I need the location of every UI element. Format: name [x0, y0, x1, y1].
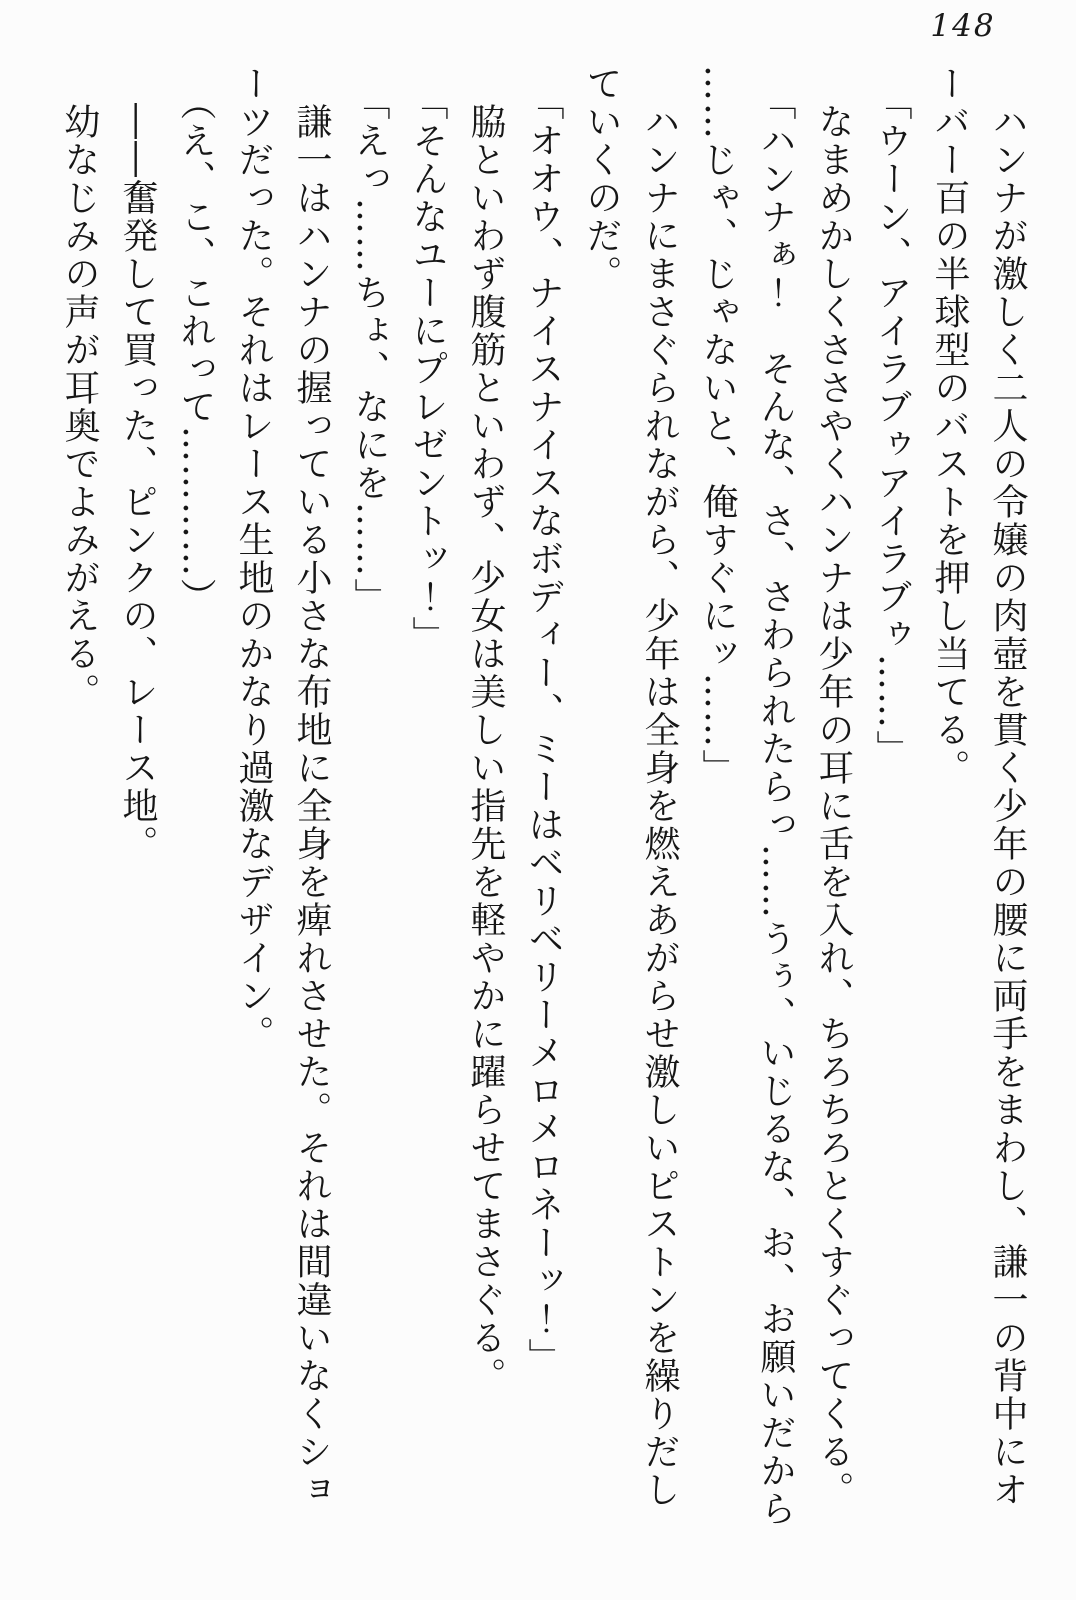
- text-line: 「オオウ、ナイスナイスなボディー、ミーはベリベリーメロメロネーッ！」: [523, 84, 564, 1376]
- text-line: なまめかしくささやくハンナは少年の耳に舌を入れ、ちろちろとくすぐってくる。: [813, 103, 854, 1509]
- text-line: ――奮発して買った、ピンクの、レース地。: [117, 103, 158, 863]
- text-line: （え、こ、これって…………）: [175, 84, 216, 616]
- text-line: 「そんなユーにプレゼントッ！」: [407, 84, 448, 654]
- text-line: ーツだった。それはレース生地のかなり過激なデザイン。: [233, 65, 274, 1053]
- text-line: 「ウーン、アイラブゥアイラブゥ……」: [871, 84, 912, 768]
- text-line: ていくのだ。: [581, 65, 622, 293]
- text-line: 幼なじみの声が耳奥でよみがえる。: [59, 103, 100, 711]
- text-line: ーバー百の半球型のバストを押し当てる。: [929, 65, 970, 787]
- text-line: ハンナが激しく二人の令嬢の肉壺を貫く少年の腰に両手をまわし、謙一の背中にオ: [987, 103, 1028, 1509]
- text-line: 「えっ……ちょ、なにを……」: [349, 84, 390, 616]
- text-line: 謙一はハンナの握っている小さな布地に全身を痺れさせた。それは間違いなくショ: [291, 103, 332, 1509]
- vertical-text-block: [50, 65, 1036, 1600]
- page-number: 148: [930, 8, 996, 44]
- text-line: ハンナにまさぐられながら、少年は全身を燃えあがらせ激しいピストンを繰りだし: [639, 103, 680, 1509]
- text-line: ……じゃ、じゃないと、俺すぐにッ……」: [697, 65, 738, 787]
- text-line: 脇といわず腹筋といわず、少女は美しい指先を軽やかに躍らせてまさぐる。: [465, 103, 506, 1395]
- text-line: 「ハンナぁ！ そんな、さ、さわられたらっ……うぅ、いじるな、お、お願いだから: [755, 84, 796, 1528]
